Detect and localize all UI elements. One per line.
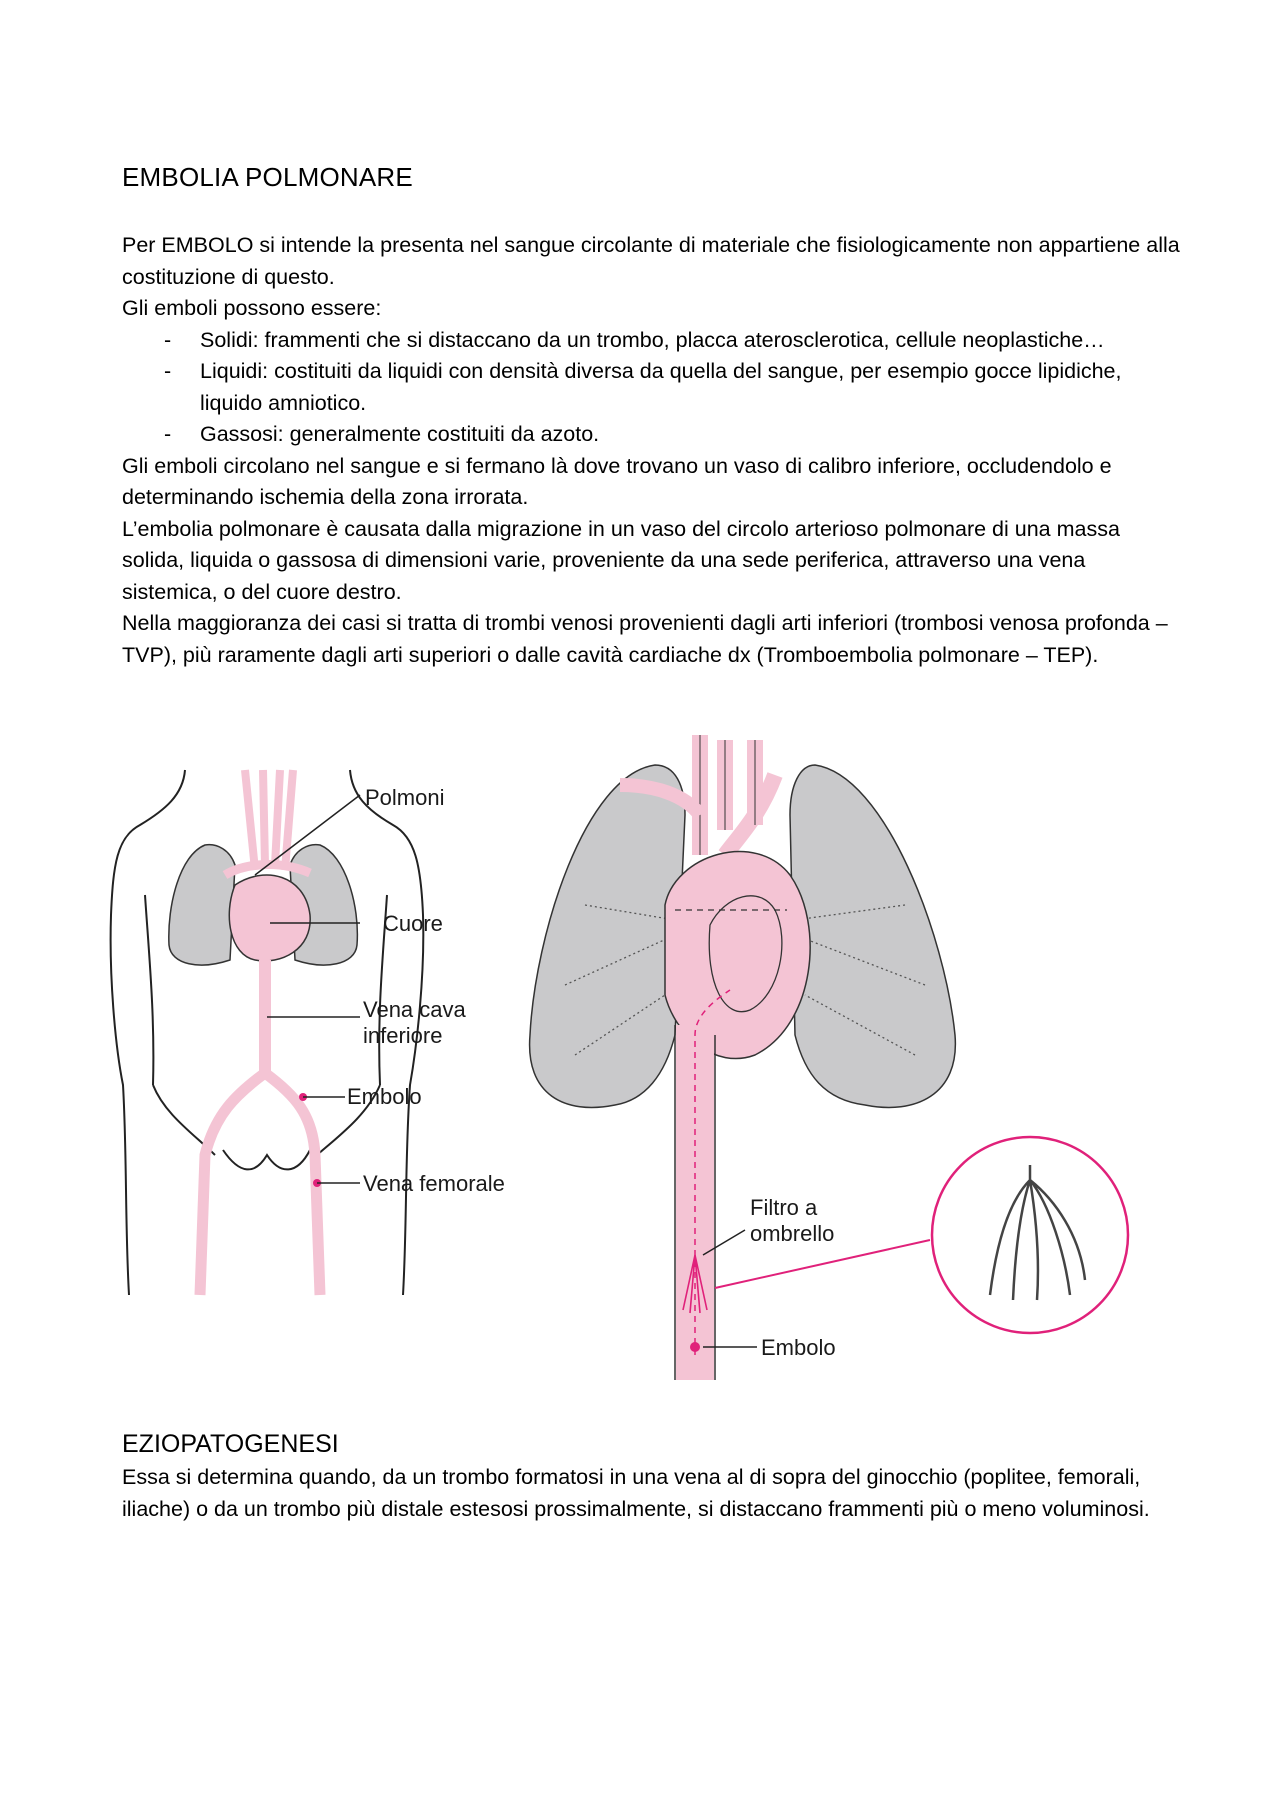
- iliac-left: [200, 1073, 265, 1295]
- label-vena-cava-2: inferiore: [363, 1023, 443, 1048]
- list-item: - Gassosi: generalmente costituiti da azoto.: [164, 422, 600, 446]
- label-embolo-right: Embolo: [761, 1335, 836, 1360]
- label-filtro-1: Filtro a: [750, 1195, 818, 1220]
- circulation-paragraph: Gli emboli circolano nel sangue e si fermano là dove trovano un vaso di calibro inferiore, occludendolo e determinando ischemia della zona irrorata.: [122, 453, 1112, 509]
- definition-paragraph: L’embolia polmonare è causata dalla migrazione in un vaso del circolo arterioso polmonare di una massa solida, liquida o gassosa di dimensioni varie, proveniente da una sede periferica, attraverso una vena sistemica, o del cuore destro.: [122, 516, 1120, 604]
- label-cuore: Cuore: [383, 911, 443, 936]
- filter-figure: [525, 735, 1165, 1380]
- list-item: - Liquidi: costituiti da liquidi con densità diversa da quella del sangue, per esempio gocce lipidiche, liquido amniotico.: [164, 359, 1122, 415]
- label-vena-femorale: Vena femorale: [363, 1171, 505, 1196]
- neck-vessels: [245, 770, 293, 870]
- body-embolism-figure: [105, 755, 575, 1305]
- list-item: - Solidi: frammenti che si distaccano da un trombo, placca aterosclerotica, cellule neoplastiche…: [164, 327, 1105, 352]
- section-title-eziopatogenesi: EZIOPATOGENESI: [122, 1430, 339, 1458]
- right-figure-left-lung: [530, 765, 685, 1107]
- left-lung-shape: [169, 845, 235, 965]
- heart-shape: [229, 875, 310, 961]
- right-figure-right-lung: [790, 765, 955, 1107]
- eziopatogenesi-paragraph: Essa si determina quando, da un trombo formatosi in una vena al di sopra del ginocchio (poplitee, femorali, iliache) o da un trombo più distale estesosi prossimalmente, si distaccano frammenti più o meno voluminosi.: [122, 1465, 1150, 1521]
- intro-block: [122, 230, 1182, 671]
- types-lead: Gli emboli possono essere:: [122, 296, 382, 320]
- label-embolo-left: Embolo: [347, 1084, 422, 1109]
- intro-paragraph: Per EMBOLO si intende la presenta nel sangue circolante di materiale che fisiologicamente non appartiene alla costituzione di questo.: [122, 233, 1180, 289]
- page-title: EMBOLIA POLMONARE: [122, 162, 413, 192]
- label-vena-cava-1: Vena cava: [363, 997, 466, 1022]
- right-figure-embolus-dot: [690, 1342, 700, 1352]
- embolus-types-list: [122, 325, 1182, 451]
- label-filtro-2: ombrello: [750, 1221, 835, 1246]
- aortic-arch: [700, 735, 775, 855]
- label-polmoni: Polmoni: [365, 785, 445, 810]
- iliac-right: [265, 1073, 320, 1295]
- origin-paragraph: Nella maggioranza dei casi si tratta di trombi venosi provenienti dagli arti inferiori (trombosi venosa profonda – TVP), più raramente dagli arti superiori o dalle cavità cardiache dx (Tromboembolia polmonare – TEP).: [122, 611, 1168, 667]
